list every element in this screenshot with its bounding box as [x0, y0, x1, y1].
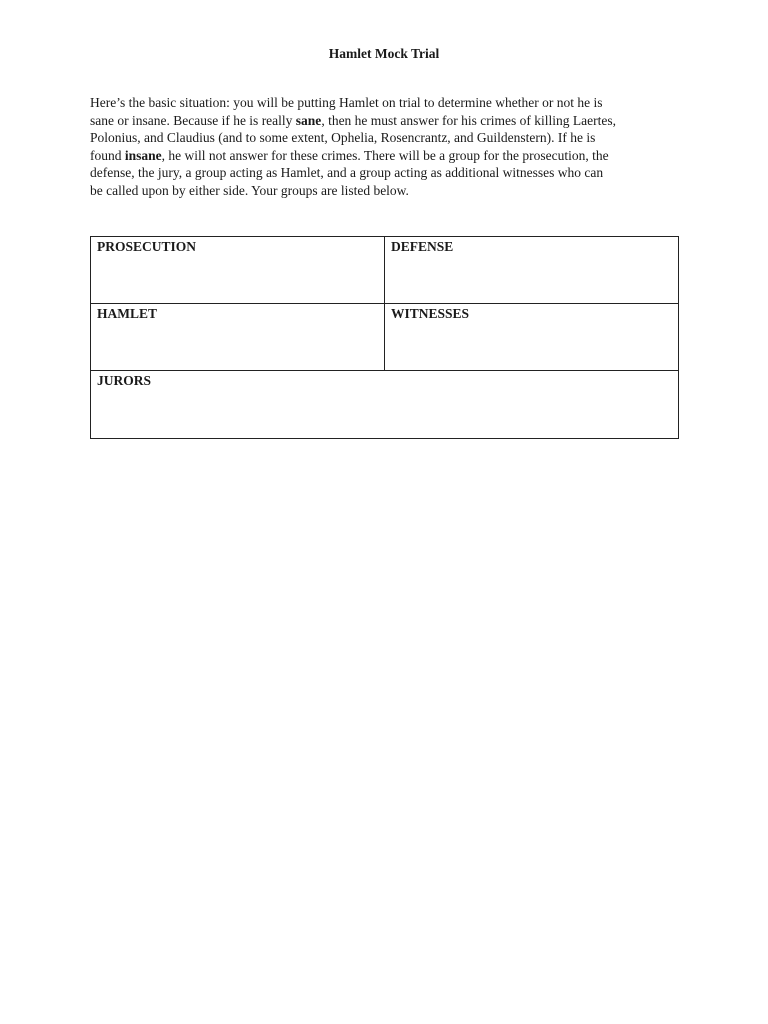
- table-row: [91, 371, 679, 439]
- intro-paragraph: [90, 94, 690, 200]
- intro-line-4-start: found: [90, 147, 125, 163]
- defense-cell: [385, 237, 679, 304]
- groups-table: [90, 236, 679, 439]
- jurors-label: JURORS: [97, 373, 152, 388]
- intro-line-2-start: sane or insane. Because if he is really: [90, 112, 296, 128]
- witnesses-label: WITNESSES: [391, 306, 470, 321]
- prosecution-cell: [91, 237, 385, 304]
- sane-emphasis: sane: [295, 112, 322, 128]
- witnesses-cell: [385, 304, 679, 371]
- intro-line-2-end: , then he must answer for his crimes of killing Laertes,: [321, 112, 616, 128]
- jurors-cell: [91, 371, 679, 439]
- intro-line-5: defense, the jury, a group acting as Hamlet, and a group acting as additional witnesses who can: [90, 165, 604, 181]
- hamlet-label: HAMLET: [97, 306, 158, 321]
- intro-line-2: [90, 112, 690, 130]
- intro-line-4: [90, 147, 690, 165]
- hamlet-cell: [91, 304, 385, 371]
- intro-line-4-end: , he will not answer for these crimes. There will be a group for the prosecution, the: [161, 147, 609, 163]
- intro-line-3: Polonius, and Claudius (and to some extent, Ophelia, Rosencrantz, and Guildenstern). If he is: [90, 130, 596, 146]
- intro-line-1: Here’s the basic situation: you will be putting Hamlet on trial to determine whether or not he is: [90, 95, 603, 110]
- table-row: [91, 237, 679, 304]
- page-title: Hamlet Mock Trial: [328, 46, 440, 61]
- prosecution-label: PROSECUTION: [97, 239, 197, 254]
- insane-emphasis: insane: [124, 147, 162, 163]
- table-row: [91, 304, 679, 371]
- defense-label: DEFENSE: [391, 239, 454, 254]
- intro-line-6: be called upon by either side. Your groups are listed below.: [90, 182, 409, 198]
